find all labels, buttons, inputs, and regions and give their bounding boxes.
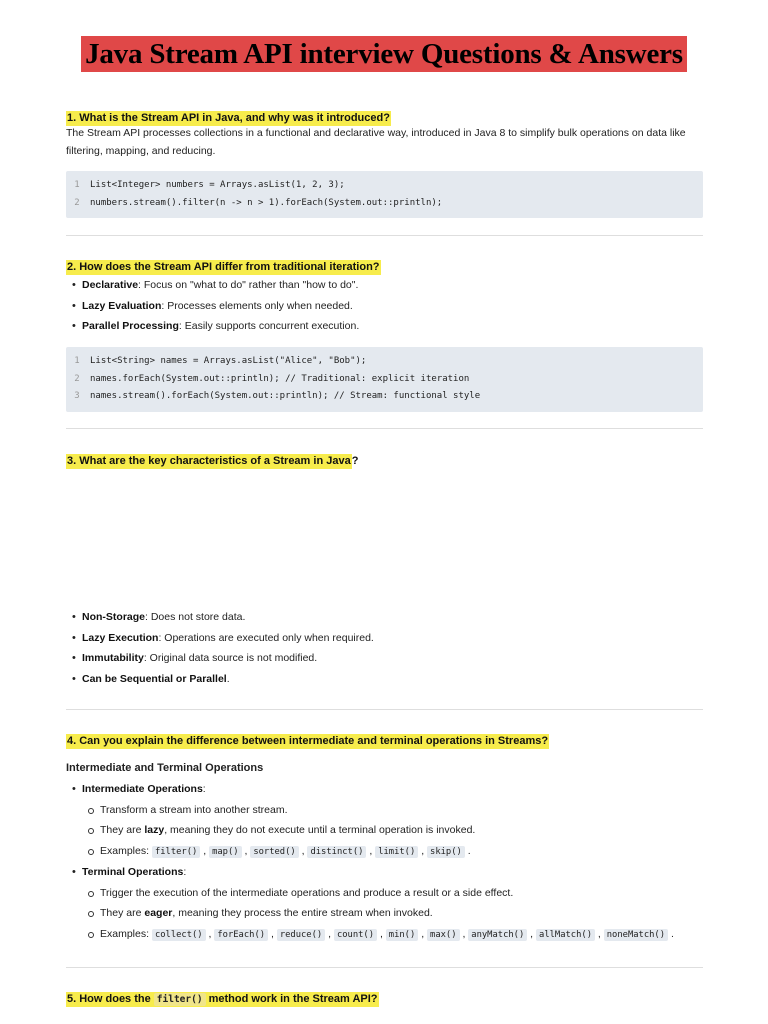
list-item (66, 607, 703, 628)
inline-code: collect() (152, 929, 206, 941)
term-desc: : Focus on "what to do" rather than "how to do". (138, 279, 359, 291)
inline-code: sorted() (250, 846, 298, 858)
question-2 (66, 257, 703, 275)
term-desc: : Operations are executed only when required. (158, 631, 374, 644)
line-number: 1 (74, 180, 80, 190)
question-1-heading: 1. What is the Stream API in Java, and why was it introduced? (67, 112, 390, 124)
inline-code: limit() (375, 846, 418, 858)
sub-list-item (66, 883, 703, 904)
item-text: Transform a stream into another stream. (100, 803, 288, 816)
sub-list-item (66, 800, 703, 821)
code-text: names.forEach(System.out::println); // Traditional: explicit iteration (90, 373, 470, 384)
item-text: , meaning they process the entire stream when invoked. (172, 907, 433, 919)
inline-code: noneMatch() (604, 929, 668, 941)
line-number: 1 (74, 356, 80, 366)
code-line (66, 177, 703, 195)
term: Declarative (82, 279, 139, 291)
question-3-bullets (66, 607, 703, 689)
list-item (66, 862, 703, 883)
term: lazy (144, 824, 165, 836)
inline-code: map() (209, 846, 241, 858)
sub-list-item: Examples: filter() , map() , sorted() , distinct() , limit() , skip() . (66, 841, 703, 863)
answer-1-text: The Stream API processes collections in a functional and declarative way, introduced in Java 8 to simplify bulk operations on data like filtering, mapping, and reducing. (66, 127, 686, 157)
question-3-tail: ? (351, 455, 359, 467)
item-text: They are (100, 907, 145, 919)
inline-code: skip() (427, 846, 465, 858)
page-title: Java Stream API interview Questions & Answers (81, 36, 687, 72)
term-desc: : Processes elements only when needed. (161, 299, 353, 312)
term: Non-Storage (82, 611, 145, 623)
question-2-heading: 2. How does the Stream API differ from traditional iteration? (67, 261, 380, 273)
question-3 (66, 451, 703, 469)
code-line (66, 371, 703, 389)
list-item (66, 275, 703, 296)
code-text: List<String> names = Arrays.asList("Alice", "Bob"); (90, 356, 367, 366)
inline-code: anyMatch() (468, 929, 527, 941)
question-5-pre: 5. How does the (67, 993, 154, 1005)
divider (66, 235, 703, 236)
term: Can be Sequential or Parallel (82, 672, 227, 685)
sub-list-item (66, 903, 703, 924)
term: eager (144, 907, 173, 919)
list-item (66, 296, 703, 317)
line-number: 2 (74, 373, 80, 384)
divider (66, 428, 703, 429)
inline-code: filter() (154, 993, 206, 1006)
list-item (66, 316, 703, 337)
question-4 (66, 731, 703, 749)
sub-list-item (66, 820, 703, 841)
question-5-heading (66, 992, 379, 1007)
inline-code: distinct() (307, 846, 366, 858)
term: Parallel Processing (82, 320, 179, 332)
term: Intermediate Operations (82, 783, 203, 795)
examples-label: Examples: (100, 844, 152, 857)
term: Terminal Operations (82, 866, 184, 878)
line-number: 2 (74, 197, 80, 208)
list-item (66, 669, 703, 690)
term-desc: : Does not store data. (145, 611, 246, 623)
question-5 (66, 989, 703, 1007)
divider (66, 967, 703, 968)
question-2-bullets (66, 275, 703, 337)
code-block-1 (66, 171, 703, 218)
list-item (66, 648, 703, 669)
code-text: numbers.stream().filter(n -> n > 1).forEach(System.out::println); (90, 197, 443, 208)
examples-label: Examples: (100, 927, 152, 940)
divider (66, 709, 703, 710)
term-desc: . (226, 672, 230, 685)
title-wrap (0, 36, 768, 72)
inline-code: filter() (152, 846, 200, 858)
term: Immutability (82, 652, 144, 664)
inline-code: count() (334, 929, 377, 941)
term-desc: : Easily supports concurrent execution. (178, 320, 360, 332)
subheading: Intermediate and Terminal Operations (66, 762, 264, 774)
term: Lazy Execution (82, 631, 159, 644)
sub-list-item: Examples: collect() , forEach() , reduce() , count() , min() , max() , anyMatch() , allMatch() , noneMatch() . (66, 924, 703, 946)
line-number: 3 (74, 391, 80, 401)
inline-code: min() (386, 929, 418, 941)
list-item (66, 628, 703, 649)
term-colon: : (183, 866, 187, 878)
code-line (66, 353, 703, 371)
code-line (66, 195, 703, 213)
code-line (66, 388, 703, 406)
question-4-lists (66, 779, 703, 945)
code-block-2 (66, 347, 703, 412)
term-desc: : Original data source is not modified. (143, 652, 318, 664)
code-text: names.stream().forEach(System.out::println); // Stream: functional style (90, 391, 481, 401)
item-text: They are (100, 824, 145, 836)
code-text: List<Integer> numbers = Arrays.asList(1, 2, 3); (90, 180, 345, 190)
question-5-post: method work in the Stream API? (205, 993, 378, 1005)
list-item (66, 779, 703, 800)
question-3-heading: 3. What are the key characteristics of a Stream in Java (67, 455, 351, 467)
term: Lazy Evaluation (82, 299, 162, 312)
inline-code: allMatch() (536, 929, 595, 941)
term-colon: : (202, 783, 206, 795)
inline-code: max() (427, 929, 459, 941)
inline-code: forEach() (214, 929, 268, 941)
item-text: Trigger the execution of the intermediate operations and produce a result or a side effect. (100, 886, 514, 899)
inline-code: reduce() (277, 929, 325, 941)
item-text: , meaning they do not execute until a terminal operation is invoked. (164, 824, 476, 836)
question-4-heading: 4. Can you explain the difference between intermediate and terminal operations in Streams? (67, 735, 549, 747)
